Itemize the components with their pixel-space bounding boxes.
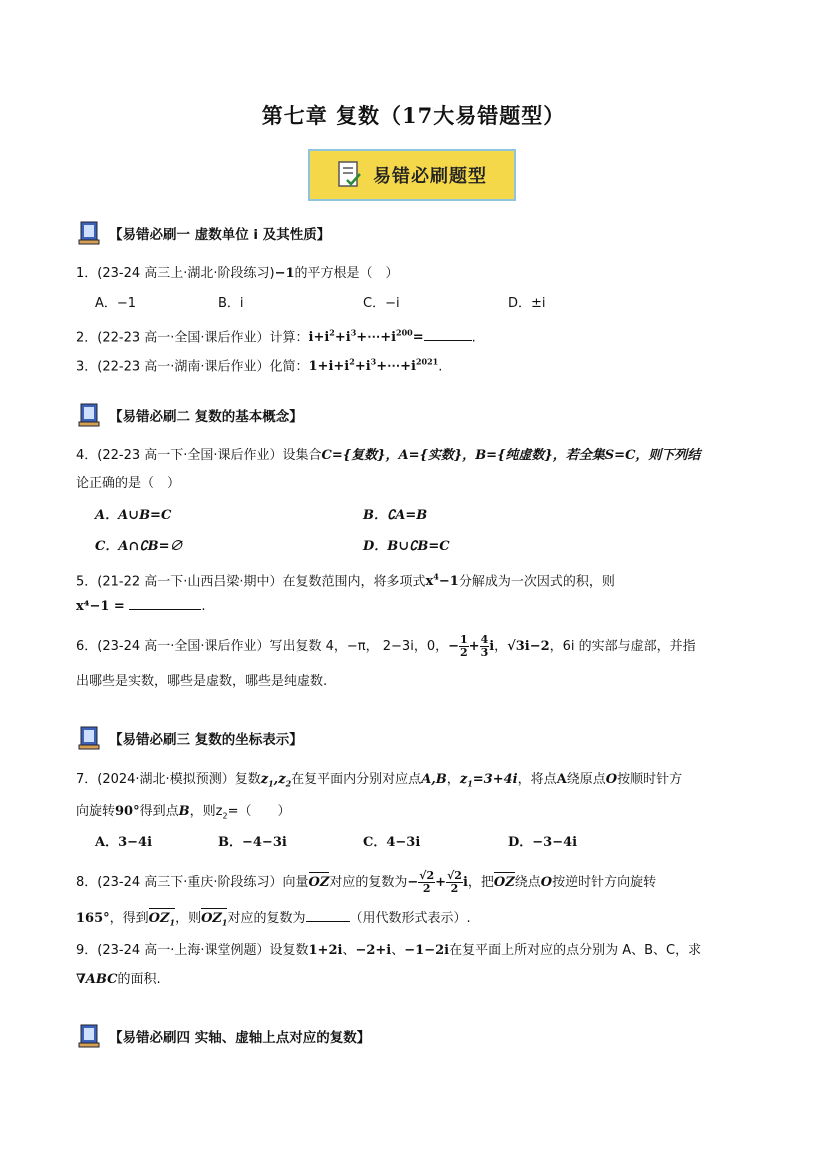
question-9-line2: ∇ABC的面积. — [76, 972, 161, 987]
banner — [308, 149, 516, 201]
question-6-line2: 出哪些是实数，哪些是虚数，哪些是纯虚数. — [76, 674, 328, 689]
book-icon — [77, 220, 103, 246]
q7-option-c[interactable]: C．4−3i — [363, 835, 421, 850]
q7-option-d[interactable]: D．−3−4i — [508, 835, 578, 850]
question-2: 2．(22-23 高一·全国·课后作业）计算：$i+i^2+i^3+\cdots+i^{200}=$ . — [76, 328, 476, 346]
section-title: 【易错必刷四 实轴、虚轴上点对应的复数】 — [109, 1030, 371, 1046]
section-header — [77, 402, 303, 428]
q1-option-b[interactable]: B．i — [218, 296, 244, 311]
section-title: 【易错必刷一 虚数单位 i 及其性质】 — [109, 227, 331, 243]
question-4: 4．(22-23 高一下·全国·课后作业）设集合C={复数}，A={实数}，B={纯虚数}，若全集S=C，则下列结 — [76, 448, 701, 463]
q1-option-d[interactable]: D．±i — [508, 296, 546, 311]
q4-option-c[interactable]: C．A∩∁B=∅ — [95, 539, 183, 554]
section-title: 【易错必刷三 复数的坐标表示】 — [109, 732, 303, 748]
question-8-line2: 165°，得到$OZ_1$，则$OZ_1$对应的复数为 （用代数形式表示）. — [76, 909, 767, 933]
checklist-icon — [337, 160, 363, 190]
question-9: 9．(23-24 高一·上海·课堂例题）设复数1+2i、−2+i、−1−2i在复平面上所对应的点分别为 A、B、C，求 — [76, 943, 702, 958]
section-header — [77, 725, 303, 751]
section-header — [77, 220, 330, 246]
banner-label: 易错必刷题型 — [373, 166, 487, 187]
section-title: 【易错必刷二 复数的基本概念】 — [109, 409, 303, 425]
q7-option-b[interactable]: B．−4−3i — [218, 835, 287, 850]
section-header — [77, 1023, 370, 1049]
q4-option-b[interactable]: B．∁A=B — [363, 508, 428, 523]
q1-option-c[interactable]: C．−i — [363, 296, 400, 311]
question-4-line2: 论正确的是（ ） — [76, 476, 181, 491]
q1-option-a[interactable]: A．−1 — [95, 296, 137, 311]
question-5-line2: x⁴−1 = . — [76, 599, 206, 614]
question-7-line2: 向旋转90°得到点B，则$z_2=$（ ） — [76, 804, 291, 821]
question-7: 7．(2024·湖北·模拟预测）复数$z_1,z_2$在复平面内分别对应点A,B，$z_1=3+4i$，将点A绕原点O按顺时针方 — [76, 772, 683, 789]
question-6: 6．(23-24 高一·全国·课后作业）写出复数 4，−π， 2−3i，0，− $\frac{1}{2}$ + $\frac{4}{3}$ i，√3i−2，6i 的实部与虚部，并指 — [76, 633, 696, 659]
q4-option-d[interactable]: D．B∪∁B=C — [363, 539, 450, 554]
book-icon — [77, 725, 103, 751]
question-8: 8．(23-24 高三下·重庆·阶段练习）向量OZ对应的复数为− $\frac{√2}{2}$ + $\frac{√2}{2}$ i，把OZ绕点O按逆时针方向旋转 — [76, 869, 657, 895]
book-icon — [77, 402, 103, 428]
page-title: 第七章 复数（17大易错题型） — [261, 103, 566, 128]
q4-option-a[interactable]: A．A∪B=C — [95, 508, 172, 523]
question-1: 1．(23-24 高三上·湖北·阶段练习)−1的平方根是（ ） — [76, 266, 399, 281]
q7-option-a[interactable]: A．3−4i — [95, 835, 153, 850]
book-icon — [77, 1023, 103, 1049]
question-5: 5．(21-22 高一下·山西吕梁·期中）在复数范围内，将多项式$x^4-1$分解成为一次因式的积，则 — [76, 572, 615, 590]
question-3: 3．(22-23 高一·湖南·课后作业）化简：$1+i+i^2+i^3+\cdots+i^{2021}$. — [76, 357, 443, 375]
